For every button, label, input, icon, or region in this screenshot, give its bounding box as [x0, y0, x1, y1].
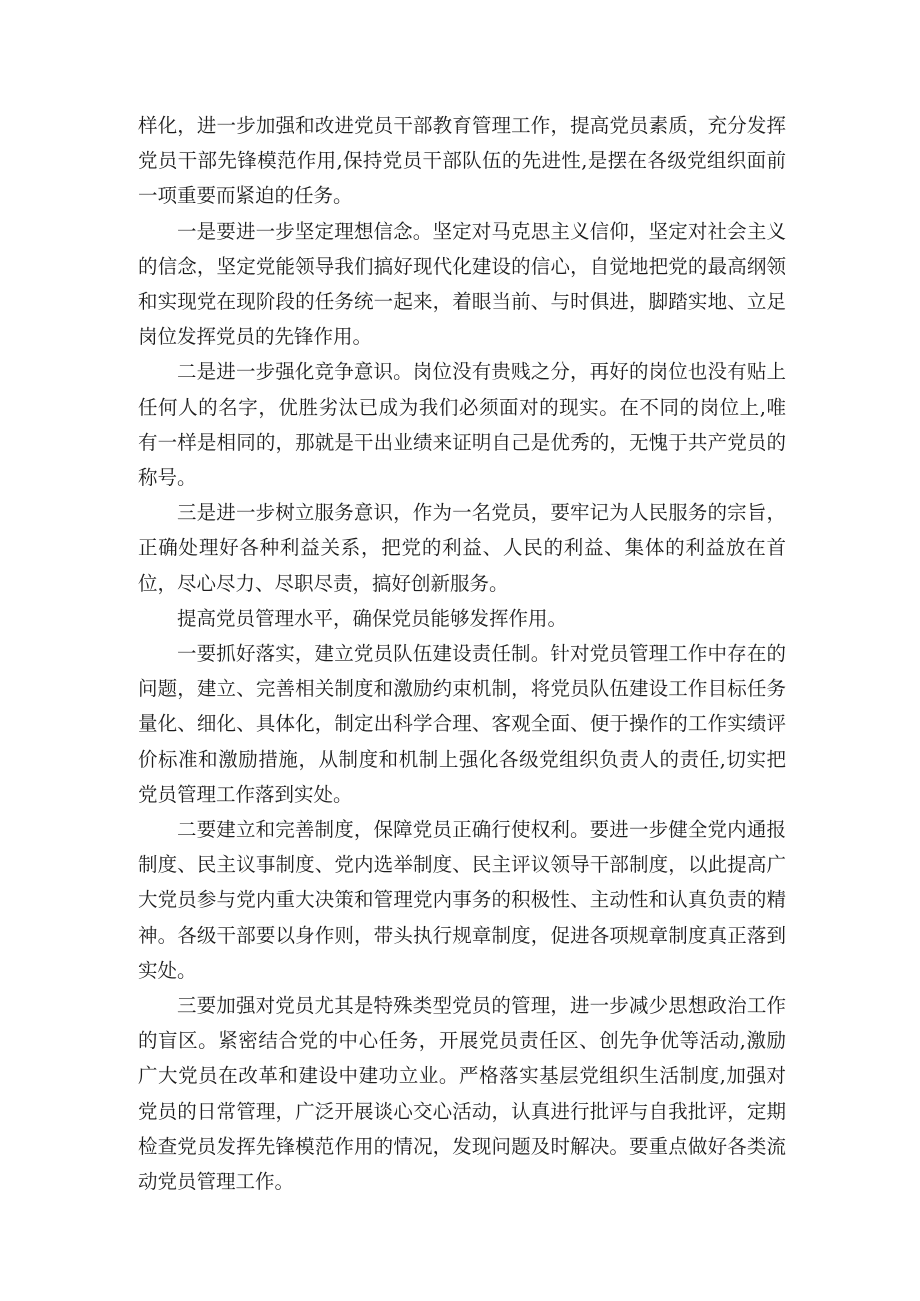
paragraph-responsibility: 一要抓好落实，建立党员队伍建设责任制。针对党员管理工作中存在的问题，建立、完善相关制度和激励约束机制，将党员队伍建设工作目标任务量化、细化、具体化，制定出科学合理、客观全面、便于操作的工作实绩评价标准和激励措施，从制度和机制上强化各级党组织负责人的责任,切实把党员管理工作落到实处。: [138, 642, 786, 806]
paragraph-system: 二要建立和完善制度，保障党员正确行使权利。要进一步健全党内通报制度、民主议事制度、党内选举制度、民主评议领导干部制度，以此提高广大党员参与党内重大决策和管理党内事务的积极性、主动性和认真负责的精神。各级干部要以身作则，带头执行规章制度，促进各项规章制度真正落到实处。: [138, 818, 786, 982]
document-body: [138, 108, 786, 1199]
paragraph-ideals: 一是要进一步坚定理想信念。坚定对马克思主义信仰，坚定对社会主义的信念，坚定党能领导我们搞好现代化建设的信心，自觉地把党的最高纲领和实现党在现阶段的任务统一起来，着眼当前、与时俱进，脚踏实地、立足岗位发挥党员的先锋作用。: [138, 219, 786, 349]
paragraph-competition: 二是进一步强化竞争意识。岗位没有贵贱之分，再好的岗位也没有贴上任何人的名字，优胜劣汰已成为我们必须面对的现实。在不同的岗位上,唯有一样是相同的，那就是干出业绩来证明自己是优秀的，无愧于共产党员的称号。: [138, 360, 786, 490]
paragraph-continuation: 样化，进一步加强和改进党员干部教育管理工作，提高党员素质，充分发挥党员干部先锋模范作用,保持党员干部队伍的先进性,是摆在各级党组织面前一项重要而紧迫的任务。: [138, 114, 786, 208]
paragraph-special-members: 三要加强对党员尤其是特殊类型党员的管理，进一步减少思想政治工作的盲区。紧密结合党的中心任务，开展党员责任区、创先争优等活动,激励广大党员在改革和建设中建功立业。严格落实基层党组织生活制度,加强对党员的日常管理，广泛开展谈心交心活动，认真进行批评与自我批评，定期检查党员发挥先锋模范作用的情况，发现问题及时解决。要重点做好各类流动党员管理工作。: [138, 994, 786, 1194]
paragraph-service: 三是进一步树立服务意识，作为一名党员，要牢记为人民服务的宗旨，正确处理好各种利益关系，把党的利益、人民的利益、集体的利益放在首位，尽心尽力、尽职尽责，搞好创新服务。: [138, 501, 786, 595]
paragraph-heading-management: 提高党员管理水平，确保党员能够发挥作用。: [177, 606, 568, 630]
